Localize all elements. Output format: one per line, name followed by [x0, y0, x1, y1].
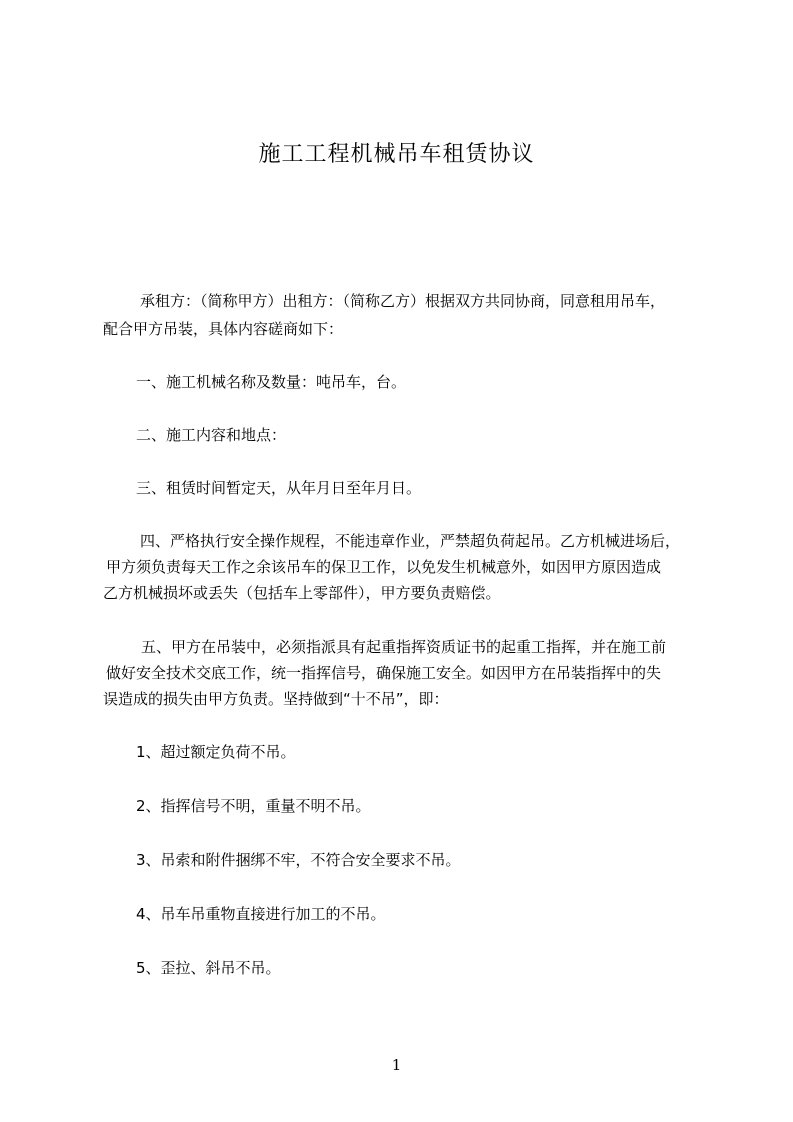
page-number: 1: [391, 1056, 402, 1074]
rule-item: 5、歪拉、斜吊不吊。: [136, 959, 281, 977]
clause-5-line-2: 做好安全技术交底工作，统一指挥信号，确保施工安全。如因甲方在吊装指挥中的失: [106, 664, 662, 682]
clause-4-line-2: 甲方须负责每天工作之余该吊车的保卫工作，以免发生机械意外，如因甲方原因造成: [106, 558, 662, 576]
clause-5-line-3: 误造成的损失由甲方负责。坚持做到“十不吊”，即：: [103, 690, 449, 708]
rule-item: 3、吊索和附件捆绑不牢，不符合安全要求不吊。: [136, 851, 461, 869]
clause-1: 一、施工机械名称及数量：吨吊车，台。: [136, 373, 407, 391]
intro-line-2: 配合甲方吊装，具体内容磋商如下：: [103, 320, 344, 338]
clause-4-line-3: 乙方机械损坏或丢失（包括车上零部件），甲方要负责赔偿。: [103, 584, 501, 602]
clause-2: 二、施工内容和地点：: [136, 426, 287, 444]
clause-4-line-1: 四、严格执行安全操作规程，不能违章作业，严禁超负荷起吊。乙方机械进场后，: [140, 532, 681, 550]
rule-item: 4、吊车吊重物直接进行加工的不吊。: [136, 905, 386, 923]
clause-5-line-1: 五、甲方在吊装中，必须指派具有起重指挥资质证书的起重工指挥，并在施工前: [141, 638, 667, 656]
rule-item: 1、超过额定负荷不吊。: [136, 743, 296, 761]
intro-line-1: 承租方：（简称甲方）出租方：（简称乙方）根据双方共同协商，同意租用吊车，: [140, 292, 666, 310]
clause-3: 三、租赁时间暂定天，从年月日至年月日。: [136, 479, 422, 497]
document-title: 施工工程机械吊车租赁协议: [258, 142, 535, 167]
rule-item: 2、指挥信号不明，重量不明不吊。: [136, 797, 371, 815]
